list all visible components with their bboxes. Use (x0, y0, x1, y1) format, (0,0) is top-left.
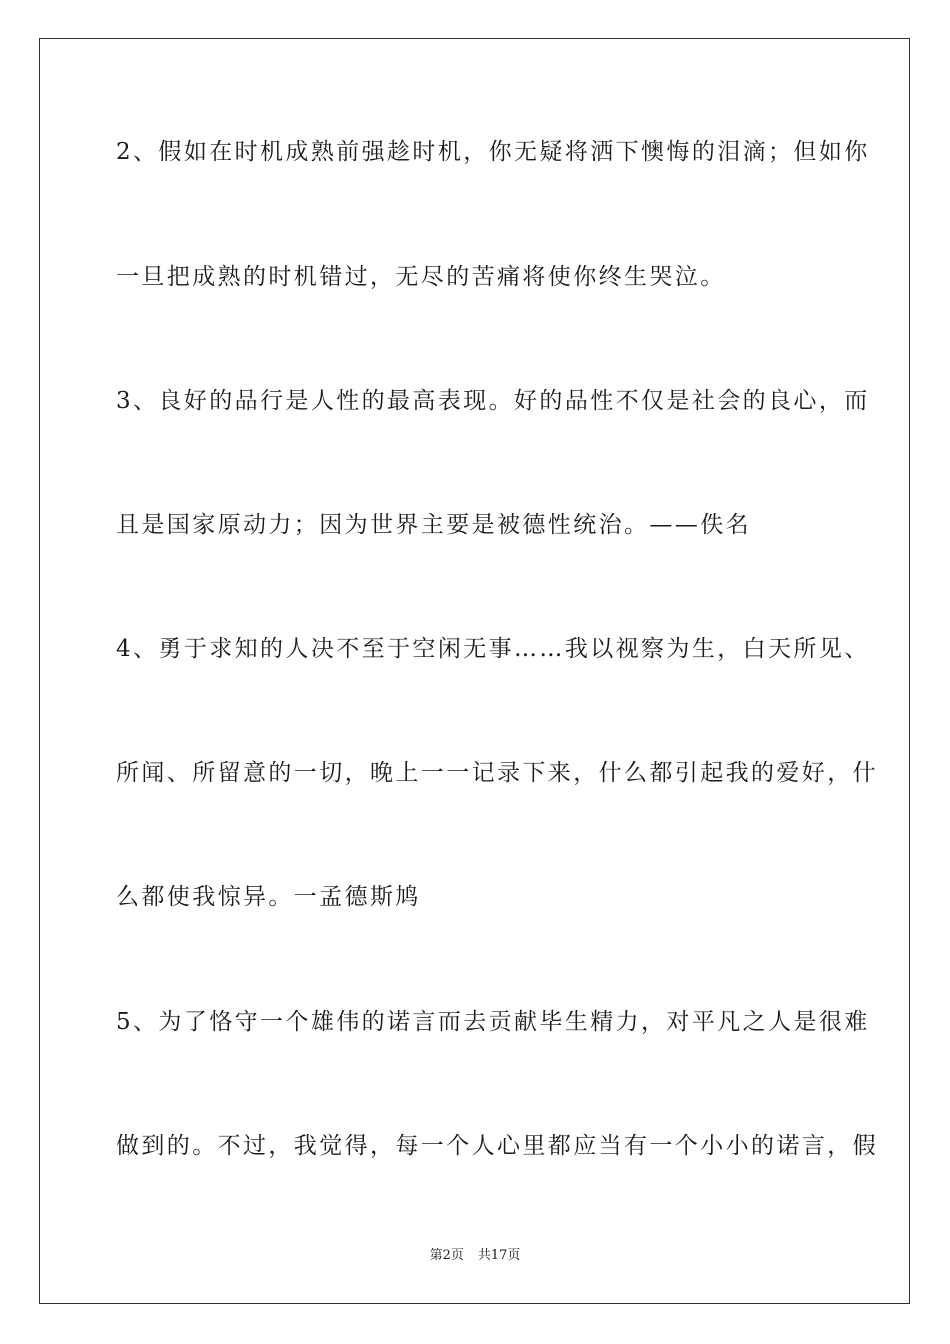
page-footer (0, 1247, 950, 1265)
text-line-5: 4、勇于求知的人决不至于空闲无事……我以视察为生，白天所见、 (116, 636, 870, 662)
text-line-9: 做到的。不过，我觉得，每一个人心里都应当有一个小小的诺言，假 (116, 1133, 878, 1159)
text-line-7: 么都使我惊异。一孟德斯鸠 (116, 884, 421, 910)
page-total: 共17页 (477, 1248, 521, 1263)
page-frame (39, 38, 910, 1304)
text-line-4: 且是国家原动力；因为世界主要是被德性统治。——佚名 (116, 512, 751, 538)
text-line-3: 3、良好的品行是人性的最高表现。好的品性不仅是社会的良心，而 (116, 388, 870, 414)
text-line-2: 一旦把成熟的时机错过，无尽的苦痛将使你终生哭泣。 (116, 264, 726, 290)
text-line-1: 2、假如在时机成熟前强趁时机，你无疑将洒下懊悔的泪滴；但如你 (116, 139, 870, 165)
text-line-6: 所闻、所留意的一切，晚上一一记录下来，什么都引起我的爱好，什 (116, 760, 878, 786)
page-number: 第2页 (429, 1248, 464, 1263)
text-line-8: 5、为了恪守一个雄伟的诺言而去贡献毕生精力，对平凡之人是很难 (116, 1009, 870, 1035)
